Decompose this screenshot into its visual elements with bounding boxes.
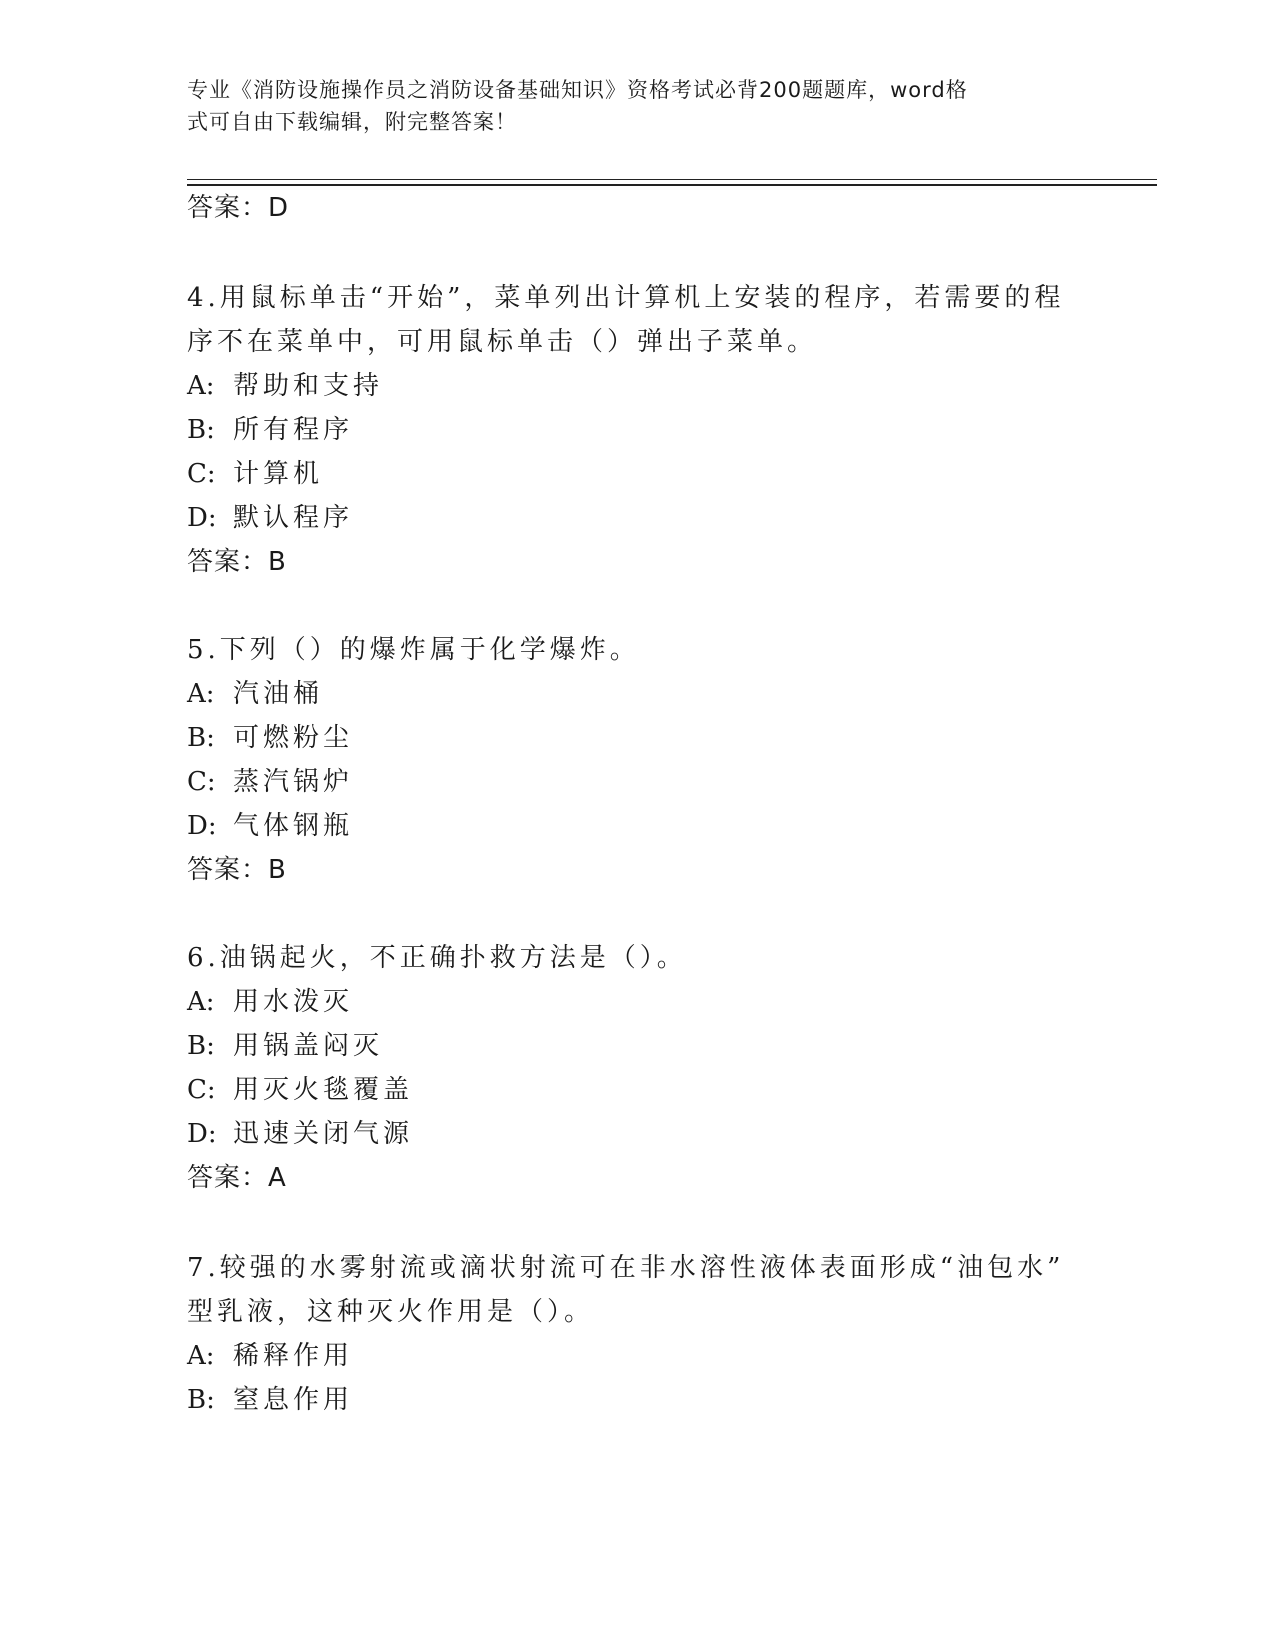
q5-answer: 答案：B xyxy=(187,855,287,885)
header-title-line-1: 专业《消防设施操作员之消防设备基础知识》资格考试必背200题题库，word格 xyxy=(187,78,968,102)
option-text: 默认程序 xyxy=(233,503,354,533)
q6-answer: 答案：A xyxy=(187,1163,287,1193)
q5-option-b xyxy=(187,721,353,755)
q6-option-b xyxy=(187,1029,383,1063)
option-label: C: xyxy=(187,767,216,797)
header-divider-thick xyxy=(187,184,1157,186)
q4-answer: 答案：B xyxy=(187,547,287,577)
q4-stem-line-2: 序不在菜单中，可用鼠标单击（）弹出子菜单。 xyxy=(187,327,818,357)
q7-option-b xyxy=(187,1383,353,1417)
q5-option-d xyxy=(187,809,353,843)
q6-option-a xyxy=(187,985,353,1019)
q7-option-a xyxy=(187,1339,353,1373)
option-label: B: xyxy=(187,1031,215,1061)
q5-stem-line-1: 5.下列（）的爆炸属于化学爆炸。 xyxy=(187,635,640,665)
q6-option-c xyxy=(187,1073,413,1107)
header-divider-thin xyxy=(187,179,1157,180)
option-text: 汽油桶 xyxy=(233,679,324,709)
option-label: C: xyxy=(187,1075,216,1105)
option-label: B: xyxy=(187,1385,215,1415)
q4-option-a xyxy=(187,369,383,403)
q5-option-c xyxy=(187,765,353,799)
q7-stem-line-1: 7.较强的水雾射流或滴状射流可在非水溶性液体表面形成“油包水” xyxy=(187,1253,1065,1283)
option-text: 所有程序 xyxy=(233,415,354,445)
option-label: A: xyxy=(187,1341,215,1371)
q7-stem-line-2: 型乳液，这种灭火作用是（）。 xyxy=(187,1297,595,1327)
option-text: 用灭火毯覆盖 xyxy=(233,1075,414,1105)
option-label: C: xyxy=(187,459,216,489)
q4-option-c xyxy=(187,457,323,491)
option-text: 用锅盖闷灭 xyxy=(233,1031,384,1061)
q6-stem-line-1: 6.油锅起火，不正确扑救方法是（）。 xyxy=(187,943,687,973)
option-label: B: xyxy=(187,415,215,445)
option-text: 可燃粉尘 xyxy=(233,723,354,753)
option-text: 用水泼灭 xyxy=(233,987,354,1017)
answer-prev: 答案：D xyxy=(187,193,290,223)
q4-option-b xyxy=(187,413,353,447)
q4-option-d xyxy=(187,501,353,535)
option-text: 帮助和支持 xyxy=(233,371,384,401)
option-text: 稀释作用 xyxy=(233,1341,354,1371)
option-text: 迅速关闭气源 xyxy=(233,1119,414,1149)
option-text: 计算机 xyxy=(233,459,324,489)
option-label: D: xyxy=(187,811,217,841)
q6-option-d xyxy=(187,1117,413,1151)
option-label: D: xyxy=(187,1119,217,1149)
q5-option-a xyxy=(187,677,323,711)
option-label: D: xyxy=(187,503,217,533)
document-header xyxy=(187,74,1067,138)
option-label: A: xyxy=(187,679,215,709)
header-title-line-2: 式可自由下载编辑，附完整答案！ xyxy=(187,110,517,134)
option-label: A: xyxy=(187,987,215,1017)
option-label: B: xyxy=(187,723,215,753)
option-label: A: xyxy=(187,371,215,401)
option-text: 蒸汽锅炉 xyxy=(233,767,354,797)
q4-stem-line-1: 4.用鼠标单击“开始”，菜单列出计算机上安装的程序，若需要的程 xyxy=(187,283,1065,313)
option-text: 气体钢瓶 xyxy=(233,811,354,841)
option-text: 窒息作用 xyxy=(233,1385,354,1415)
